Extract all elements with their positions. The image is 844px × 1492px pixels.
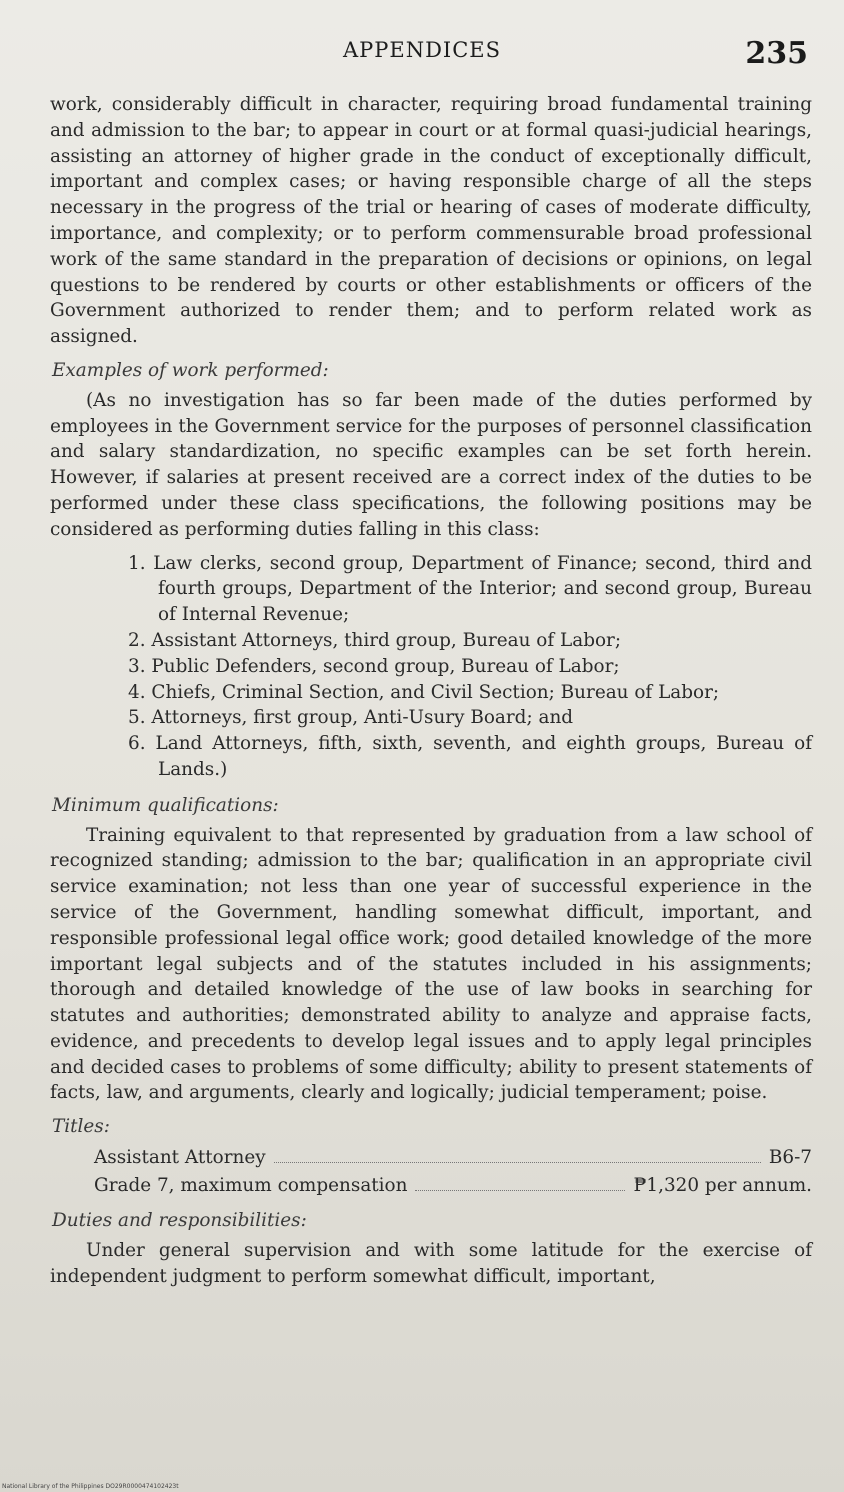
list-item: 2. Assistant Attorneys, third group, Bureau of Labor;	[128, 629, 622, 651]
titles-heading: Titles:	[52, 1116, 110, 1138]
title-row	[94, 1172, 812, 1200]
page-body	[50, 92, 812, 1297]
list-item: 5. Attorneys, first group, Anti-Usury Board; and	[128, 707, 574, 729]
page-number: 235	[745, 36, 808, 71]
list-item: 6. Land Attorneys, fifth, sixth, seventh, and eighth groups, Bureau of Lands.)	[128, 733, 812, 780]
duties-heading: Duties and responsibilities:	[52, 1210, 307, 1232]
positions-list	[50, 551, 812, 783]
list-item: 1. Law clerks, second group, Department of Finance; second, third and fourth groups, Department of the Interior; and second group, Bureau of Internal Revenue;	[128, 552, 812, 626]
compensation-value: ₱1,320 per annum.	[633, 1175, 812, 1197]
examples-intro: (As no investigation has so far been made of the duties performed by employees in the Government service for the purposes of personnel classification and salary standardization, no specific examples can be set forth herein. However, if salaries at present received are a correct index of the duties to be performed under these class specifications, the following positions may be considered as performing duties falling in this class:	[50, 389, 812, 540]
duties-text: Under general supervision and with some latitude for the exercise of independent judgment to perform somewhat difficult, important,	[50, 1239, 812, 1287]
running-header	[0, 38, 844, 72]
opening-paragraph: work, considerably difficult in character, requiring broad fundamental training and admission to the bar; to appear in court or at formal quasi-judicial hearings, assisting an attorney of higher grade in the conduct of exceptionally difficult, important and complex cases; or having responsible charge of all the steps necessary in the progress of the trial or hearing of cases of moderate difficulty, importance, and complexity; or to perform commensurable broad professional work of the same standard in the preparation of decisions or opinions, on legal questions to be rendered by courts or other establishments or officers of the Government authorized to render them; and to perform related work as assigned.	[50, 94, 812, 348]
qualifications-text: Training equivalent to that represented by graduation from a law school of recognized standing; admission to the bar; qualification in an appropriate civil service examination; not less than one year of successful experience in the service of the Government, handling somewhat difficult, important, and responsible professional legal office work; good detailed knowledge of the more important legal subjects and of the statutes included in his assignments; thorough and detailed knowledge of the use of law books in searching for statutes and authorities; demonstrated ability to analyze and appraise facts, evidence, and precedents to develop legal issues and to apply legal principles and decided cases to problems of some difficulty; ability to present statements of facts, law, and arguments, clearly and logically; judicial temperament; poise.	[50, 824, 812, 1104]
title-code: B6-7	[768, 1147, 812, 1169]
titles-table	[50, 1144, 812, 1200]
title-label: Assistant Attorney	[94, 1147, 266, 1169]
title-row	[94, 1144, 812, 1172]
dot-leader	[274, 1161, 761, 1163]
dot-leader	[415, 1189, 625, 1191]
list-item: 4. Chiefs, Criminal Section, and Civil Section; Bureau of Labor;	[128, 681, 720, 703]
qualifications-heading: Minimum qualifications:	[52, 794, 279, 816]
list-item: 3. Public Defenders, second group, Bureau of Labor;	[128, 655, 620, 677]
title-label: Grade 7, maximum compensation	[94, 1175, 408, 1197]
library-footer-note: National Library of the Philippines DO29R0000474102423t	[2, 1483, 179, 1490]
running-title: APPENDICES	[342, 38, 502, 62]
examples-heading: Examples of work performed:	[52, 359, 329, 381]
